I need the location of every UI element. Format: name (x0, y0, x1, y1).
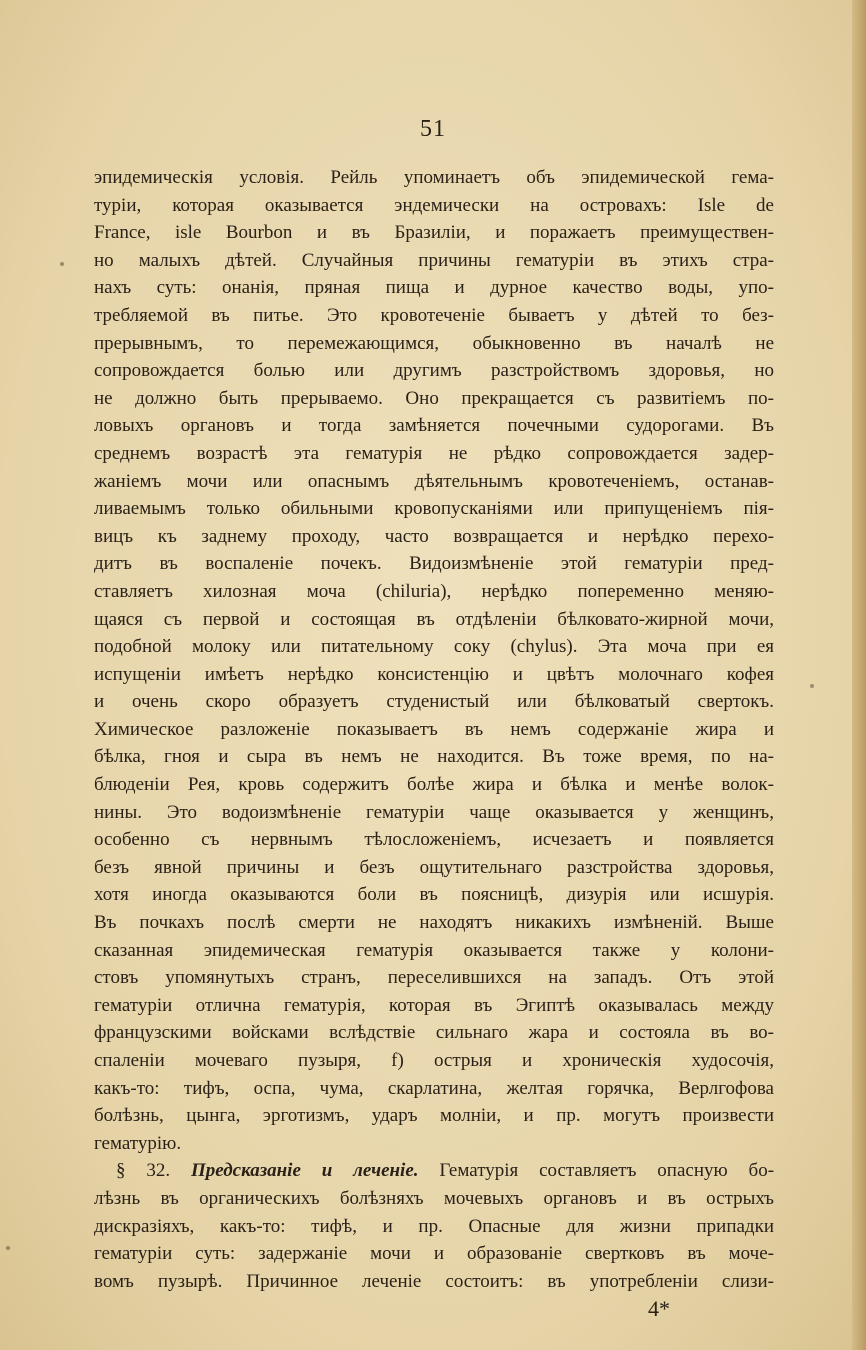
text-line: гематуріи отлична гематурія, которая въ Эгиптѣ оказывалась между (94, 994, 774, 1016)
text-line: вицъ къ заднему проходу, часто возвращается и нерѣдко перехо- (94, 525, 774, 547)
text-line: прерывнымъ, то перемежающимся, обыкновенно въ началѣ не (94, 332, 774, 354)
text-line: подобной молоку или питательному соку (chylus). Эта моча при ея (94, 636, 774, 658)
signature-mark: 4* (648, 1296, 670, 1321)
text-line: бѣлка, гноя и сыра въ немъ не находится. Въ тоже время, по на- (94, 746, 774, 768)
text-line: эпидемическія условія. Рейль упоминаетъ объ эпидемической гема- (94, 167, 774, 188)
paper-speck (810, 684, 814, 688)
text-line: французскими войсками вслѣдствіе сильнаго жара и состояла въ во- (94, 1022, 774, 1044)
text-line: Въ почкахъ послѣ смерти не находятъ никакихъ измѣненій. Выше (94, 912, 774, 934)
text-line: Химическое разложеніе показываетъ въ немъ содержаніе жира и (94, 718, 774, 740)
text-line: гематуріи суть: задержаніе мочи и образованіе свертковъ въ моче- (94, 1243, 774, 1265)
text-line: безъ явной причины и безъ ощутительнаго разстройства здоровья, (94, 856, 774, 878)
text-line: туріи, которая оказывается эндемически на островахъ: Isle de (94, 194, 774, 216)
paper-speck (6, 1246, 10, 1250)
text-line: блюденіи Рея, кровь содержитъ болѣе жира и бѣлка и менѣе волок- (94, 774, 774, 796)
section-first-line-text: Гематурія составляетъ опасную бо- (439, 1160, 775, 1182)
text-line: нины. Это водоизмѣненіе гематуріи чаще оказывается у женщинъ, (94, 801, 774, 823)
text-line: стовъ упомянутыхъ странъ, переселившихся на западъ. Отъ этой (94, 967, 774, 989)
section-first-line (94, 1157, 774, 1185)
text-line: и очень скоро образуетъ студенистый или бѣлковатый свертокъ. (94, 691, 774, 713)
paper-speck (60, 262, 64, 266)
text-line: вомъ пузырѣ. Причинное леченіе состоитъ: въ употребленіи слизи- (94, 1270, 774, 1292)
text-line: лѣзнь въ органическихъ болѣзняхъ мочевыхъ органовъ и въ острыхъ (94, 1187, 774, 1209)
text-line: но малыхъ дѣтей. Случайныя причины гематуріи въ этихъ стра- (94, 249, 774, 271)
page-number: 51 (420, 116, 446, 142)
text-line: ливаемымъ только обильными кровопусканіями или припущеніемъ пія- (94, 498, 774, 520)
section-heading: Предсказаніе и леченіе. (190, 1160, 419, 1182)
text-line: ловыхъ органовъ и тогда замѣняется почечными судорогами. Въ (94, 415, 774, 437)
text-line: среднемъ возрастѣ эта гематурія не рѣдко сопровождается задер- (94, 442, 774, 464)
text-line: сопровождается болью или другимъ разстройствомъ здоровья, но (94, 360, 774, 382)
section-mark: § 32. (116, 1160, 171, 1182)
text-line: требляемой въ питье. Это кровотеченіе бываетъ у дѣтей то без- (94, 304, 774, 326)
paragraph-section (94, 1185, 774, 1295)
text-line: щаяся съ первой и состоящая въ отдѣленіи бѣлковато-жирной мочи, (94, 608, 774, 630)
text-line: спаленіи мочеваго пузыря, f) острыя и хроническія худосочія, (94, 1050, 774, 1071)
text-line: особенно съ нервнымъ тѣлосложеніемъ, исчезаетъ и появляется (94, 829, 774, 851)
text-line: какъ-то: тифъ, оспа, чума, скарлатина, желтая горячка, Верлгофова (94, 1077, 774, 1099)
text-line: не должно быть прерываемо. Оно прекращается съ развитіемъ по- (94, 387, 774, 409)
paragraph-main (94, 164, 774, 1157)
text-line: ставляетъ хилозная моча (chiluria), нерѣдко попеременно меняю- (94, 580, 774, 602)
text-line: гематурію. (94, 1132, 182, 1154)
text-line: сказанная эпидемическая гематурія оказывается также у колони- (94, 939, 774, 961)
text-line: France, isle Bourbon и въ Бразиліи, и поражаетъ преимуществен- (94, 222, 774, 244)
body-text (94, 164, 774, 1295)
text-line: испущеніи имѣетъ нерѣдко консистенцію и цвѣтъ молочнаго кофея (94, 663, 774, 685)
text-line: болѣзнь, цынга, эрготизмъ, ударъ молніи, и пр. могутъ произвести (94, 1105, 774, 1127)
text-line: хотя иногда оказываются боли въ поясницѣ, дизурія или исшурія. (94, 884, 774, 906)
text-line: дитъ въ воспаленіе почекъ. Видоизмѣненіе этой гематуріи пред- (94, 553, 774, 575)
text-line: жаніемъ мочи или опаснымъ дѣятельнымъ кровотеченіемъ, останав- (94, 470, 774, 492)
text-line: нахъ суть: онанія, пряная пища и дурное качество воды, упо- (94, 277, 774, 299)
text-line: дискразіяхъ, какъ-то: тифѣ, и пр. Опасные для жизни припадки (94, 1215, 774, 1237)
page-edge-shadow (852, 0, 866, 1350)
